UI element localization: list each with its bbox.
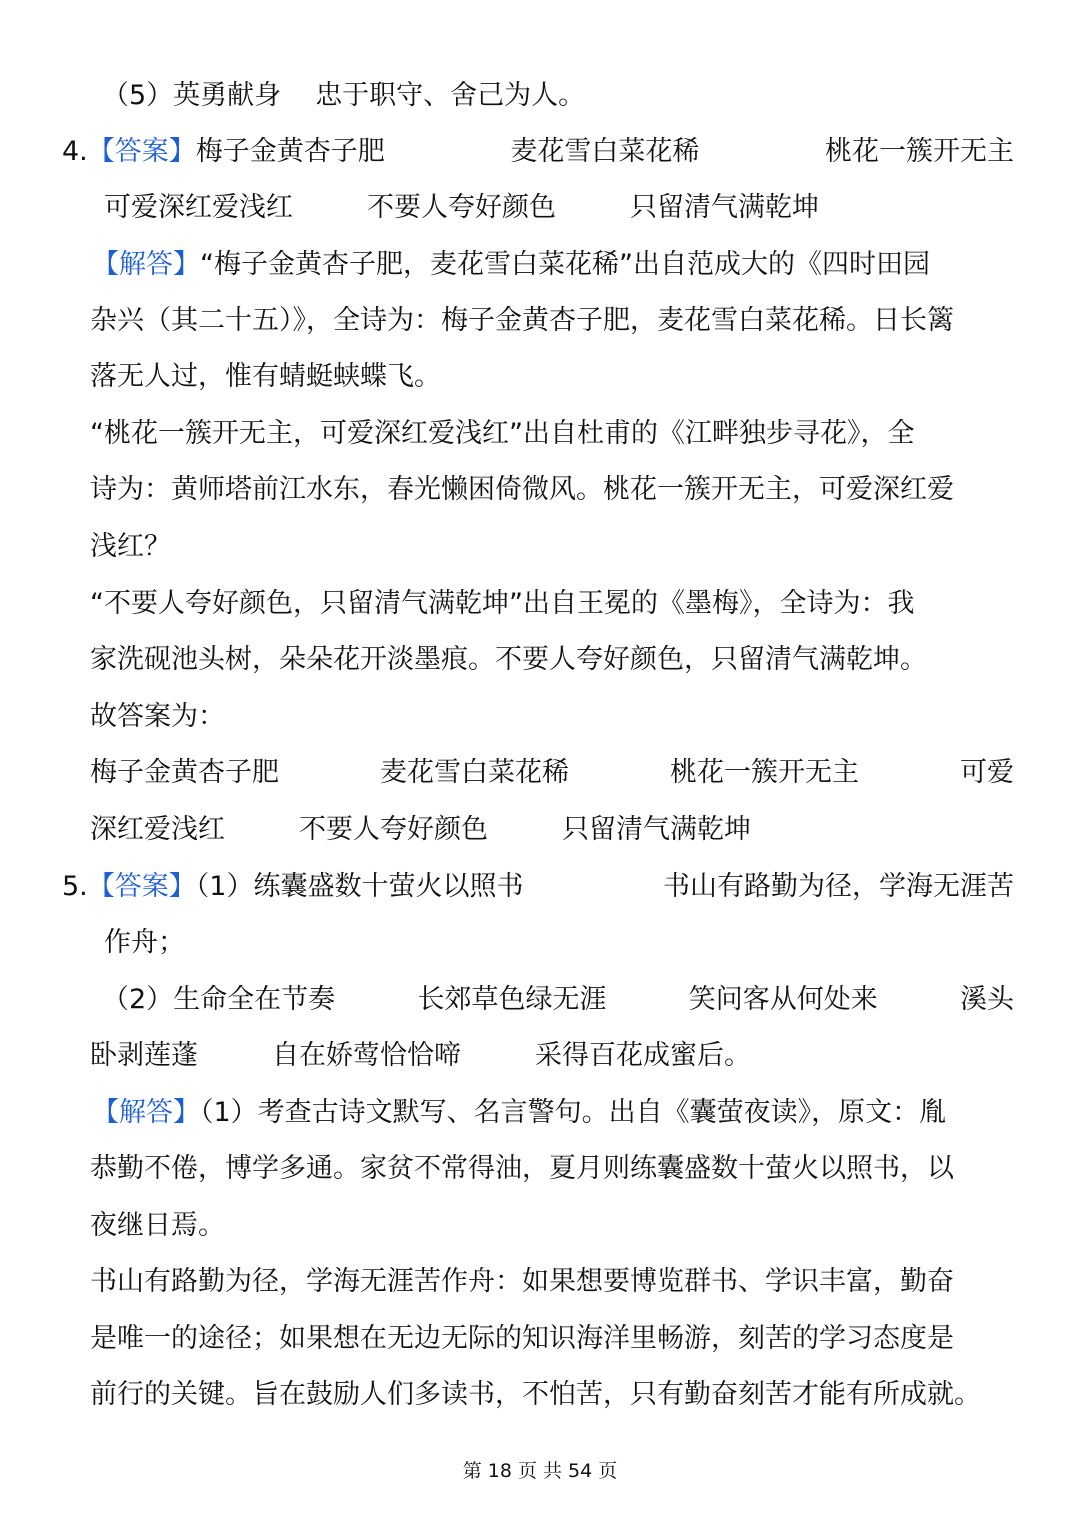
answer-text: 只留清气满乾坤: [630, 192, 819, 223]
summary-text: 深红爱浅红: [90, 814, 225, 845]
summary-text: 只留清气满乾坤: [562, 814, 751, 845]
answer-tag: 【答案】: [87, 136, 196, 167]
answer-line-q4-1: [62, 132, 1014, 172]
answer-line-q5-3: [102, 980, 1014, 1020]
answer-line-q5-1: [62, 867, 1014, 907]
question-number: 5.: [62, 871, 88, 902]
answer-text: 笑问客从何处来: [688, 984, 878, 1015]
answer-text: 长郊草色绿无涯: [417, 984, 607, 1015]
answer-head: [62, 132, 385, 172]
answer-text: 自在娇莺恰恰啼: [272, 1040, 461, 1071]
answer-text: 不要人夸好颜色: [367, 192, 556, 223]
answer-text: 麦花雪白菜花稀: [510, 136, 700, 167]
explanation-text: （1）考查古诗文默写、名言警句。出自《囊萤夜读》，原文：胤: [200, 1097, 947, 1128]
answer-text: （1）练囊盛数十萤火以照书: [195, 871, 524, 902]
explanation-line: 家洗砚池头树，朵朵花开淡墨痕。不要人夸好颜色，只留清气满乾坤。: [90, 644, 927, 675]
explanation-line: [92, 245, 1014, 285]
answer-line-q5-2: 作舟；: [104, 927, 185, 958]
explanation-tag: 【解答】: [92, 249, 200, 280]
answer-text: 采得百花成蜜后。: [535, 1040, 751, 1071]
explanation-line: 是唯一的途径；如果想在无边无际的知识海洋里畅游，刻苦的学习态度是: [90, 1323, 954, 1354]
summary-text: 桃花一簇开无主: [670, 757, 859, 788]
explanation-line: 恭勤不倦，博学多通。家贫不常得油，夏月则练囊盛数十萤火以照书，以: [90, 1153, 954, 1184]
answer-tag: 【答案】: [87, 871, 196, 902]
explanation-line: 前行的关键。旨在鼓励人们多读书，不怕苦，只有勤奋刻苦才能有所成就。: [90, 1379, 981, 1410]
explanation-tag: 【解答】: [92, 1097, 200, 1128]
explanation-line: 书山有路勤为径，学海无涯苦作舟：如果想要博览群书、学识丰富，勤奋: [90, 1266, 954, 1297]
answer-text: 桃花一簇开无主: [824, 136, 1014, 167]
answer-text: 卧剥莲蓬: [90, 1040, 198, 1071]
page-footer: 第 18 页 共 54 页: [462, 1460, 618, 1482]
answer-text: 可爱深红爱浅红: [104, 192, 293, 223]
summary-text: 可爱: [960, 757, 1014, 788]
explanation-line: 杂兴（其二十五）》，全诗为：梅子金黄杏子肥，麦花雪白菜花稀。日长篱: [90, 305, 954, 336]
summary-text: 不要人夸好颜色: [299, 814, 488, 845]
explanation-text: “梅子金黄杏子肥，麦花雪白菜花稀”出自范成大的《四时田园: [200, 249, 930, 280]
explanation-line: “不要人夸好颜色，只留清气满乾坤”出自王冕的《墨梅》，全诗为：我: [90, 588, 915, 619]
summary-line: [90, 753, 1014, 793]
question-number: 4.: [62, 136, 88, 167]
answer-head: [62, 867, 523, 907]
summary-line: [90, 810, 1014, 850]
explanation-line: 浅红？: [90, 531, 171, 562]
explanation-line: [92, 1093, 1014, 1133]
answer-text: 忠于职守、舍己为人。: [315, 80, 586, 111]
answer-text: 溪头: [959, 984, 1014, 1015]
answer-text: （2）生命全在节奏: [102, 984, 336, 1015]
explanation-line: 诗为：黄师塔前江水东，春光懒困倚微风。桃花一簇开无主，可爱深红爱: [90, 474, 954, 505]
explanation-line: 夜继日焉。: [90, 1210, 225, 1241]
answer-line-q3-5: [102, 76, 585, 116]
explanation-line: “桃花一簇开无主，可爱深红爱浅红”出自杜甫的《江畔独步寻花》，全: [90, 418, 915, 449]
summary-text: 麦花雪白菜花稀: [380, 757, 569, 788]
summary-text: 梅子金黄杏子肥: [90, 757, 279, 788]
explanation-line: 故答案为：: [90, 701, 225, 732]
answer-text: （5）英勇献身: [102, 80, 282, 111]
explanation-line: 落无人过，惟有蜻蜓蛱蝶飞。: [90, 361, 441, 392]
answer-text: 梅子金黄杏子肥: [195, 136, 385, 167]
answer-text: 书山有路勤为径，学海无涯苦: [663, 871, 1014, 902]
answer-line-q5-4: [90, 1036, 1014, 1076]
answer-line-q4-2: [104, 188, 1014, 228]
